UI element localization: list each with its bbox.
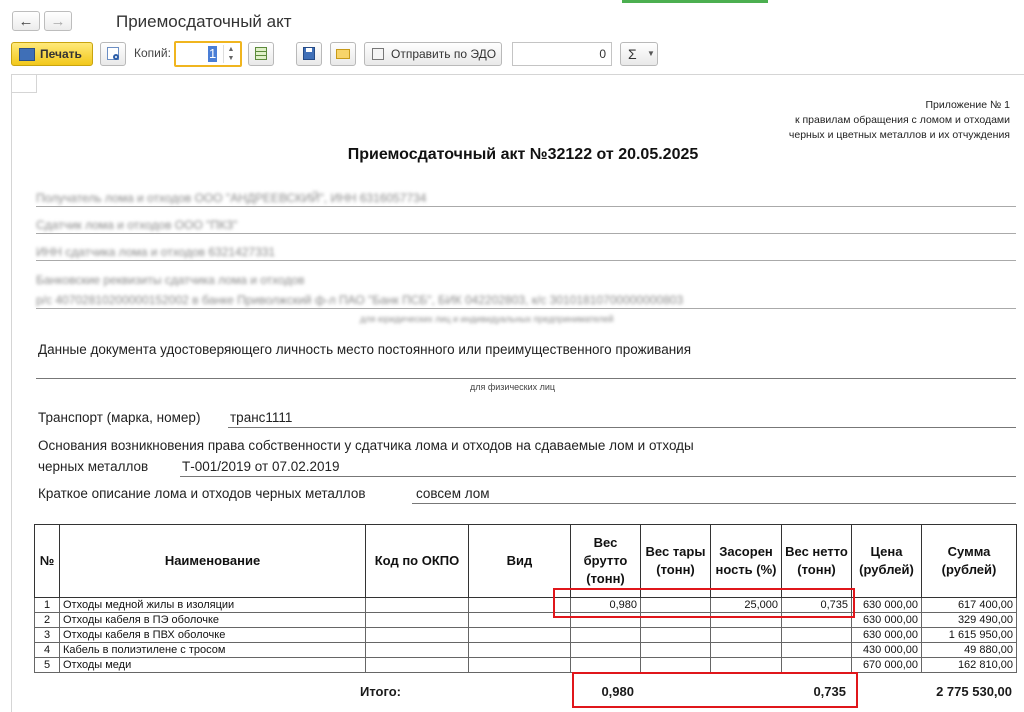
document-frame-left: [11, 74, 12, 712]
cell-contamination: 25,000: [711, 598, 782, 613]
grounds-label-line1: Основания возникновения права собственности у сдатчика лома и отходов на сдаваемые лом и отходы: [38, 438, 694, 453]
col-header-contamination: Засорен ность (%): [711, 525, 782, 598]
inn-line: ИНН сдатчика лома и отходов 6321427331: [36, 245, 276, 259]
copies-stepper[interactable]: ▲ ▼: [223, 45, 238, 63]
highlight-totals-weights: [572, 672, 858, 708]
items-table: [34, 524, 1017, 673]
cell-tare: [641, 658, 711, 673]
envelope-icon: [336, 49, 350, 59]
cell-kind: [469, 628, 571, 643]
copies-input[interactable]: [174, 41, 242, 67]
print-button-label: Печать: [40, 47, 82, 61]
document-title: Приемосдаточный акт №32122 от 20.05.2025: [347, 146, 699, 163]
cell-okpo: [366, 658, 469, 673]
cell-number: 2: [35, 613, 60, 628]
send-edo-button[interactable]: [364, 42, 502, 66]
cell-name: Отходы кабеля в ПЭ оболочке: [60, 613, 366, 628]
bank-caption: Банковские реквизиты сдатчика лома и отходов: [36, 273, 305, 287]
cell-kind: [469, 658, 571, 673]
cell-number: 3: [35, 628, 60, 643]
appendix-line: черных и цветных металлов и их отчуждения: [788, 129, 1010, 141]
cell-contamination: [711, 658, 782, 673]
email-button[interactable]: [330, 42, 356, 66]
cell-sum: 1 615 950,00: [922, 628, 1017, 643]
active-tab-indicator: [622, 0, 768, 3]
appendix-note: [789, 98, 1010, 143]
total-sum: 2 775 530,00: [936, 684, 1012, 699]
cell-net: [782, 643, 852, 658]
highlight-row1-weights: [553, 588, 855, 618]
table-row: [35, 643, 1017, 658]
cell-gross: 0,980: [571, 598, 641, 613]
forward-button[interactable]: →: [44, 11, 72, 31]
table-row: [35, 598, 1017, 613]
copies-value: 1: [209, 46, 217, 61]
sigma-icon: Σ: [628, 46, 637, 62]
selection-count-field[interactable]: 0: [512, 42, 612, 66]
recipient-rule: [36, 206, 1016, 207]
cell-net: [782, 658, 852, 673]
cell-number: 1: [35, 598, 60, 613]
transport-value: транс1111: [230, 410, 293, 425]
cell-name: Отходы кабеля в ПВХ оболочке: [60, 628, 366, 643]
cell-sum: 329 490,00: [922, 613, 1017, 628]
col-header-gross: Вес брутто (тонн): [571, 525, 641, 598]
description-label: Краткое описание лома и отходов черных металлов: [38, 486, 366, 501]
col-header-net: Вес нетто (тонн): [782, 525, 852, 598]
cell-okpo: [366, 643, 469, 658]
document-frame-top: [11, 74, 1024, 75]
total-net: 0,735: [813, 684, 846, 699]
bank-details: р/с 40702810200000152002 в банке Приволжский ф-л ПАО "Банк ПСБ", БИК 042202803, к/с 30101810700000000803: [36, 293, 684, 307]
window-title: Приемосдаточный акт: [116, 12, 292, 31]
transport-label: Транспорт (марка, номер): [38, 410, 201, 425]
col-header-tare: Вес тары (тонн): [641, 525, 711, 598]
grid-icon: [255, 47, 267, 60]
cell-net: [782, 628, 852, 643]
back-button[interactable]: ←: [12, 11, 40, 31]
grounds-value: Т-001/2019 от 07.02.2019: [182, 459, 340, 474]
col-header-okpo: Код по ОКПО: [366, 525, 469, 598]
edo-document-icon: [372, 48, 384, 60]
table-row: [35, 658, 1017, 673]
bank-note: для юридических лиц и индивидуальных предпринимателей: [360, 314, 614, 324]
save-button[interactable]: [296, 42, 322, 66]
totals-label: Итого:: [360, 684, 401, 699]
document-corner-cell: [11, 74, 37, 93]
cell-contamination: [711, 643, 782, 658]
cell-name: Кабель в полиэтилене с тросом: [60, 643, 366, 658]
inn-rule: [36, 260, 1016, 261]
cell-kind: [469, 643, 571, 658]
supplier-rule: [36, 233, 1016, 234]
appendix-line: Приложение № 1: [925, 99, 1010, 111]
cell-gross: [571, 628, 641, 643]
magnifier-icon: [113, 54, 119, 60]
cell-number: 4: [35, 643, 60, 658]
bank-rule: [36, 308, 1016, 309]
description-value: совсем лом: [416, 486, 490, 501]
copies-label: Копий:: [134, 46, 171, 60]
cell-name: Отходы меди: [60, 658, 366, 673]
col-header-price: Цена (рублей): [852, 525, 922, 598]
print-button[interactable]: [11, 42, 93, 66]
transport-rule: [228, 427, 1016, 428]
cell-price: 630 000,00: [852, 613, 922, 628]
total-gross: 0,980: [601, 684, 634, 699]
cell-net: 0,735: [782, 598, 852, 613]
cell-price: 630 000,00: [852, 598, 922, 613]
cell-price: 430 000,00: [852, 643, 922, 658]
cell-okpo: [366, 628, 469, 643]
recipient-line: Получатель лома и отходов ООО "АНДРЕЕВСКИЙ", ИНН 6316057734: [36, 191, 427, 205]
supplier-line: Сдатчик лома и отходов ООО "ПКЗ": [36, 218, 238, 232]
cell-okpo: [366, 598, 469, 613]
printer-icon: [19, 48, 35, 61]
id-document-rule: [36, 378, 1016, 379]
floppy-label-icon: [306, 48, 312, 52]
col-header-sum: Сумма (рублей): [922, 525, 1017, 598]
cell-name: Отходы медной жилы в изоляции: [60, 598, 366, 613]
cell-sum: 617 400,00: [922, 598, 1017, 613]
cell-gross: [571, 643, 641, 658]
cell-sum: 49 880,00: [922, 643, 1017, 658]
individuals-note: для физических лиц: [470, 382, 556, 392]
cell-price: 630 000,00: [852, 628, 922, 643]
appendix-line: к правилам обращения с ломом и отходами: [794, 114, 1010, 126]
table-row: [35, 613, 1017, 628]
cell-contamination: [711, 628, 782, 643]
cell-tare: [641, 628, 711, 643]
col-header-name: Наименование: [60, 525, 366, 598]
description-rule: [412, 503, 1016, 504]
col-header-kind: Вид: [469, 525, 571, 598]
cell-number: 5: [35, 658, 60, 673]
id-document-label: Данные документа удостоверяющего личность место постоянного или преимущественного проживания: [38, 342, 692, 357]
table-header-row: [35, 525, 1017, 598]
chevron-down-icon: ▼: [647, 49, 655, 58]
cell-gross: [571, 658, 641, 673]
table-row: [35, 628, 1017, 643]
cell-sum: 162 810,00: [922, 658, 1017, 673]
grounds-rule: [180, 476, 1016, 477]
col-header-number: №: [35, 525, 60, 598]
cell-okpo: [366, 613, 469, 628]
send-edo-label: Отправить по ЭДО: [391, 47, 497, 61]
sum-button[interactable]: [620, 42, 658, 66]
cell-price: 670 000,00: [852, 658, 922, 673]
table-settings-button[interactable]: [248, 42, 274, 66]
grounds-label-line2: черных металлов: [38, 459, 149, 474]
preview-button[interactable]: [100, 42, 126, 66]
cell-tare: [641, 643, 711, 658]
